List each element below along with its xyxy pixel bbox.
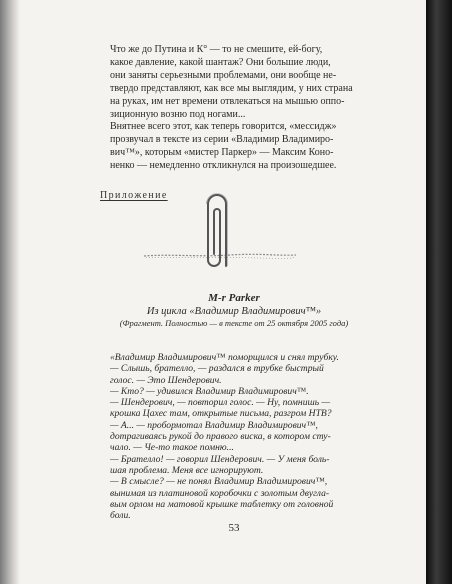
text-line: ненко — немедленно откликнулся на произошедшее. — [110, 160, 337, 172]
paperclip-illustration — [140, 190, 300, 280]
text-line: твердо представляют, как все мы выглядим, у них страна — [110, 82, 353, 94]
fragment-line: «Владимир Владимирович™ поморщился и снял трубку. — [110, 352, 339, 363]
text-line: Внятнее всего этот, как теперь говорится, «мессидж» — [110, 121, 337, 133]
fragment-line: — Шендерович, — повторил голос. — Ну, помнишь — — [110, 397, 331, 409]
text-line: на руках, им нет времени отвлекаться на мышью оппо- — [110, 95, 345, 107]
section-title: Приложение — [100, 190, 168, 201]
fragment-line: голос. — Это Шендерович. — [110, 374, 222, 386]
page-number: 53 — [228, 522, 240, 534]
fragment-line: — А... — пробормотал Владимир Владимирович™, — [110, 419, 318, 431]
text-line: какое давление, какой шантаж? Они большие люди, — [110, 56, 331, 68]
fragment-line: крошка Цахес там, открытые письма, разгром НТВ? — [110, 408, 332, 420]
paragraph-1 — [100, 44, 366, 121]
text-line: зиционную возню под ногами... — [110, 108, 246, 120]
text-line: Что же до Путина и К° — то не смешите, ей-богу, — [110, 44, 323, 55]
paragraph-2 — [100, 121, 366, 173]
fragment-line: шая проблема. Меня все игнорируют. — [110, 464, 264, 476]
fragment-line: вым орлом на матовой крышке таблетку от головной — [110, 498, 334, 510]
fragment-line: — Кто? — удивился Владимир Владимирович™. — [110, 385, 309, 397]
poem-author: M-r Parker — [208, 292, 260, 304]
poem-subtitle: Из цикла «Владимир Владимирович™» — [146, 306, 322, 317]
quoted-fragment — [110, 352, 370, 521]
text-line: прозвучал в тексте из серии «Владимир Владимиро- — [110, 134, 334, 146]
text-line: они заняты серьезными проблемами, они вообще не- — [110, 69, 337, 81]
fragment-line: чало. — Че-то такое помню... — [110, 442, 234, 454]
poem-note: (Фрагмент. Полностью — в тексте от 25 октября 2005 года) — [119, 318, 349, 328]
fragment-line: — В смысле? — не понял Владимир Владимирович™, — [110, 476, 328, 488]
paperclip-icon — [140, 190, 300, 280]
gutter-shadow — [0, 0, 20, 584]
text-line: вич™», которым «мистер Паркер» — Максим Коно- — [110, 147, 334, 159]
fragment-line: — Брателло! — говорил Шендерович. — У меня боль- — [110, 453, 330, 465]
body-text — [100, 44, 366, 173]
book-cover-edge — [426, 0, 452, 584]
poem-heading — [100, 292, 368, 329]
fragment-line: — Слышь, брателло, — раздался в трубке быстрый — [110, 363, 324, 375]
fragment-line: дотрагиваясь рукой до правого виска, в котором сту- — [110, 431, 331, 443]
fragment-line: вынимая из платиновой коробочки с золотым двугла- — [110, 487, 330, 499]
fragment-line: боли. — [110, 510, 131, 522]
